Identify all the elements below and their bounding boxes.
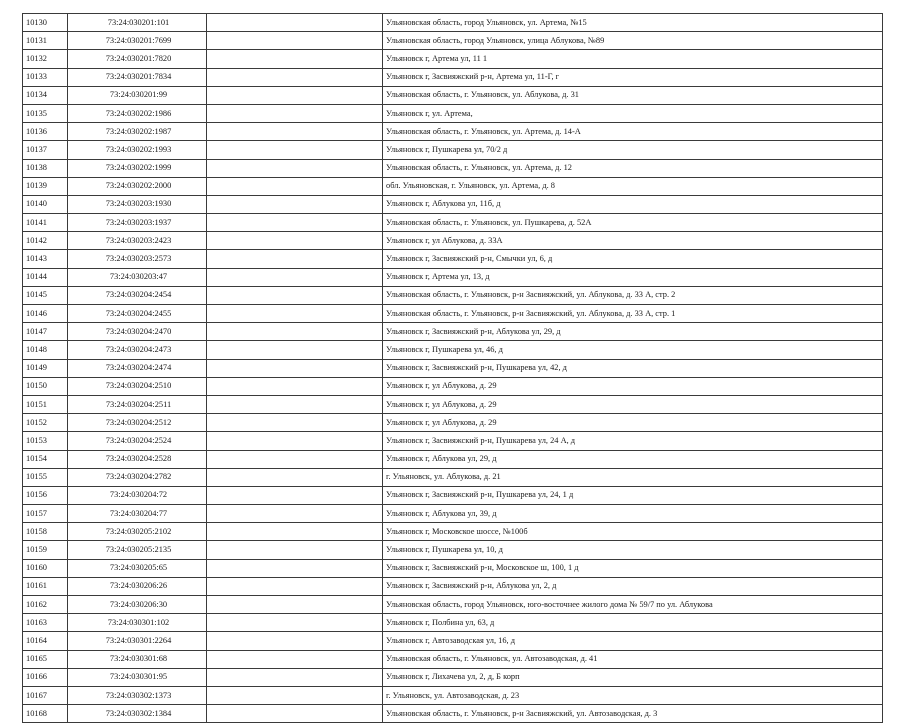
row-number-cell: 10141 <box>23 214 68 232</box>
address-cell: г. Ульяновск, ул. Автозаводская, д. 23 <box>383 686 883 704</box>
address-cell: Ульяновск г, Засвияжский р-н, Аблукова ул, 2, д <box>383 577 883 595</box>
cadastral-number-cell: 73:24:030205:2102 <box>68 523 207 541</box>
registry-table-body <box>23 14 883 723</box>
cadastral-number-cell: 73:24:030202:1999 <box>68 159 207 177</box>
cadastral-number-cell: 73:24:030202:1986 <box>68 104 207 122</box>
address-cell: Ульяновск г, Артема ул, 13, д <box>383 268 883 286</box>
row-number-cell: 10133 <box>23 68 68 86</box>
row-number-cell: 10152 <box>23 414 68 432</box>
empty-cell <box>207 523 383 541</box>
cadastral-number-cell: 73:24:030202:2000 <box>68 177 207 195</box>
address-cell: Ульяновская область, г. Ульяновск, р-н Засвияжский, ул. Аблукова, д. 33 А, стр. 2 <box>383 286 883 304</box>
table-row <box>23 268 883 286</box>
cadastral-number-cell: 73:24:030204:2524 <box>68 432 207 450</box>
cadastral-number-cell: 73:24:030301:95 <box>68 668 207 686</box>
table-row <box>23 450 883 468</box>
cadastral-number-cell: 73:24:030301:102 <box>68 614 207 632</box>
row-number-cell: 10153 <box>23 432 68 450</box>
empty-cell <box>207 668 383 686</box>
empty-cell <box>207 596 383 614</box>
table-row <box>23 232 883 250</box>
table-row <box>23 359 883 377</box>
cadastral-number-cell: 73:24:030204:2511 <box>68 395 207 413</box>
address-cell: Ульяновск г, Лихачева ул, 2, д, Б корп <box>383 668 883 686</box>
address-cell: Ульяновская область, г. Ульяновск, ул. Аблукова, д. 31 <box>383 86 883 104</box>
table-row <box>23 541 883 559</box>
cadastral-number-cell: 73:24:030203:2423 <box>68 232 207 250</box>
empty-cell <box>207 505 383 523</box>
empty-cell <box>207 686 383 704</box>
cadastral-number-cell: 73:24:030203:1930 <box>68 195 207 213</box>
cadastral-number-cell: 73:24:030204:72 <box>68 486 207 504</box>
row-number-cell: 10151 <box>23 395 68 413</box>
row-number-cell: 10150 <box>23 377 68 395</box>
row-number-cell: 10145 <box>23 286 68 304</box>
address-cell: Ульяновская область, г. Ульяновск, ул. Артема, д. 14-А <box>383 123 883 141</box>
empty-cell <box>207 214 383 232</box>
table-row <box>23 468 883 486</box>
empty-cell <box>207 232 383 250</box>
cadastral-number-cell: 73:24:030204:2473 <box>68 341 207 359</box>
empty-cell <box>207 359 383 377</box>
address-cell: Ульяновск г, Пушкарева ул, 10, д <box>383 541 883 559</box>
row-number-cell: 10155 <box>23 468 68 486</box>
address-cell: Ульяновск г, Засвияжский р-н, Аблукова ул, 29, д <box>383 323 883 341</box>
row-number-cell: 10157 <box>23 505 68 523</box>
cadastral-number-cell: 73:24:030204:2455 <box>68 305 207 323</box>
cadastral-number-cell: 73:24:030206:30 <box>68 596 207 614</box>
cadastral-number-cell: 73:24:030302:1384 <box>68 705 207 723</box>
table-row <box>23 305 883 323</box>
table-row <box>23 32 883 50</box>
row-number-cell: 10147 <box>23 323 68 341</box>
table-row <box>23 705 883 723</box>
empty-cell <box>207 705 383 723</box>
address-cell: Ульяновск г, Аблукова ул, 39, д <box>383 505 883 523</box>
table-row <box>23 14 883 32</box>
table-row <box>23 559 883 577</box>
cadastral-number-cell: 73:24:030204:2454 <box>68 286 207 304</box>
empty-cell <box>207 268 383 286</box>
cadastral-number-cell: 73:24:030302:1373 <box>68 686 207 704</box>
empty-cell <box>207 541 383 559</box>
row-number-cell: 10137 <box>23 141 68 159</box>
row-number-cell: 10139 <box>23 177 68 195</box>
row-number-cell: 10156 <box>23 486 68 504</box>
cadastral-number-cell: 73:24:030201:99 <box>68 86 207 104</box>
table-row <box>23 577 883 595</box>
cadastral-number-cell: 73:24:030203:1937 <box>68 214 207 232</box>
table-row <box>23 50 883 68</box>
row-number-cell: 10146 <box>23 305 68 323</box>
row-number-cell: 10168 <box>23 705 68 723</box>
cadastral-number-cell: 73:24:030202:1987 <box>68 123 207 141</box>
empty-cell <box>207 432 383 450</box>
cadastral-number-cell: 73:24:030204:2782 <box>68 468 207 486</box>
row-number-cell: 10165 <box>23 650 68 668</box>
row-number-cell: 10163 <box>23 614 68 632</box>
table-row <box>23 195 883 213</box>
address-cell: Ульяновск г, Пушкарева ул, 46, д <box>383 341 883 359</box>
row-number-cell: 10131 <box>23 32 68 50</box>
empty-cell <box>207 486 383 504</box>
row-number-cell: 10159 <box>23 541 68 559</box>
cadastral-number-cell: 73:24:030301:2264 <box>68 632 207 650</box>
empty-cell <box>207 414 383 432</box>
row-number-cell: 10143 <box>23 250 68 268</box>
address-cell: Ульяновск г, ул Аблукова, д. 29 <box>383 395 883 413</box>
table-row <box>23 68 883 86</box>
table-row <box>23 395 883 413</box>
empty-cell <box>207 104 383 122</box>
address-cell: Ульяновск г, ул Аблукова, д. 29 <box>383 377 883 395</box>
address-cell: Ульяновск г, Аблукова ул, 29, д <box>383 450 883 468</box>
address-cell: Ульяновская область, г. Ульяновск, ул. Пушкарева, д. 52А <box>383 214 883 232</box>
row-number-cell: 10140 <box>23 195 68 213</box>
table-row <box>23 614 883 632</box>
address-cell: Ульяновск г, Засвияжский р-н, Пушкарева ул, 24, 1 д <box>383 486 883 504</box>
empty-cell <box>207 159 383 177</box>
address-cell: Ульяновск г, Пушкарева ул, 70/2 д <box>383 141 883 159</box>
cadastral-number-cell: 73:24:030204:2470 <box>68 323 207 341</box>
empty-cell <box>207 377 383 395</box>
row-number-cell: 10166 <box>23 668 68 686</box>
empty-cell <box>207 86 383 104</box>
cadastral-number-cell: 73:24:030206:26 <box>68 577 207 595</box>
row-number-cell: 10167 <box>23 686 68 704</box>
address-cell: обл. Ульяновская, г. Ульяновск, ул. Артема, д. 8 <box>383 177 883 195</box>
cadastral-number-cell: 73:24:030204:2510 <box>68 377 207 395</box>
empty-cell <box>207 577 383 595</box>
table-row <box>23 86 883 104</box>
empty-cell <box>207 177 383 195</box>
address-cell: Ульяновск г, Артема ул, 11 1 <box>383 50 883 68</box>
row-number-cell: 10144 <box>23 268 68 286</box>
cadastral-number-cell: 73:24:030203:47 <box>68 268 207 286</box>
table-row <box>23 377 883 395</box>
cadastral-number-cell: 73:24:030201:7820 <box>68 50 207 68</box>
registry-table <box>22 13 883 723</box>
table-row <box>23 286 883 304</box>
address-cell: Ульяновская область, г. Ульяновск, ул. Автозаводская, д. 41 <box>383 650 883 668</box>
empty-cell <box>207 559 383 577</box>
table-row <box>23 596 883 614</box>
address-cell: Ульяновская область, город Ульяновск, ул. Артема, №15 <box>383 14 883 32</box>
cadastral-number-cell: 73:24:030204:2528 <box>68 450 207 468</box>
table-row <box>23 505 883 523</box>
empty-cell <box>207 50 383 68</box>
address-cell: Ульяновск г, Засвияжский р-н, Артема ул, 11-Г, г <box>383 68 883 86</box>
address-cell: Ульяновск г, ул Аблукова, д. 29 <box>383 414 883 432</box>
address-cell: Ульяновская область, г. Ульяновск, ул. Артема, д. 12 <box>383 159 883 177</box>
address-cell: Ульяновск г, Автозаводская ул, 16, д <box>383 632 883 650</box>
cadastral-number-cell: 73:24:030204:2474 <box>68 359 207 377</box>
cadastral-number-cell: 73:24:030201:7834 <box>68 68 207 86</box>
address-cell: Ульяновск г, Засвияжский р-н, Смычки ул, 6, д <box>383 250 883 268</box>
empty-cell <box>207 68 383 86</box>
cadastral-number-cell: 73:24:030205:65 <box>68 559 207 577</box>
address-cell: Ульяновск г, Аблукова ул, 11б, д <box>383 195 883 213</box>
table-row <box>23 414 883 432</box>
empty-cell <box>207 632 383 650</box>
table-row <box>23 341 883 359</box>
row-number-cell: 10136 <box>23 123 68 141</box>
row-number-cell: 10149 <box>23 359 68 377</box>
empty-cell <box>207 250 383 268</box>
row-number-cell: 10161 <box>23 577 68 595</box>
table-row <box>23 214 883 232</box>
table-row <box>23 486 883 504</box>
cadastral-number-cell: 73:24:030203:2573 <box>68 250 207 268</box>
row-number-cell: 10154 <box>23 450 68 468</box>
table-row <box>23 523 883 541</box>
address-cell: Ульяновская область, г. Ульяновск, р-н Засвияжский, ул. Автозаводская, д. 3 <box>383 705 883 723</box>
empty-cell <box>207 395 383 413</box>
empty-cell <box>207 468 383 486</box>
table-row <box>23 686 883 704</box>
table-row <box>23 104 883 122</box>
cadastral-number-cell: 73:24:030201:101 <box>68 14 207 32</box>
row-number-cell: 10142 <box>23 232 68 250</box>
table-row <box>23 177 883 195</box>
empty-cell <box>207 450 383 468</box>
cadastral-number-cell: 73:24:030201:7699 <box>68 32 207 50</box>
address-cell: Ульяновск г, Засвияжский р-н, Пушкарева ул, 42, д <box>383 359 883 377</box>
row-number-cell: 10158 <box>23 523 68 541</box>
empty-cell <box>207 286 383 304</box>
row-number-cell: 10138 <box>23 159 68 177</box>
row-number-cell: 10132 <box>23 50 68 68</box>
address-cell: Ульяновск г, Полбина ул, 63, д <box>383 614 883 632</box>
empty-cell <box>207 323 383 341</box>
address-cell: Ульяновск г, Московское шоссе, №100б <box>383 523 883 541</box>
address-cell: г. Ульяновск, ул. Аблукова, д. 21 <box>383 468 883 486</box>
row-number-cell: 10164 <box>23 632 68 650</box>
document-page <box>22 13 882 723</box>
table-row <box>23 250 883 268</box>
empty-cell <box>207 650 383 668</box>
cadastral-number-cell: 73:24:030205:2135 <box>68 541 207 559</box>
address-cell: Ульяновская область, г. Ульяновск, р-н Засвияжский, ул. Аблукова, д. 33 А, стр. 1 <box>383 305 883 323</box>
empty-cell <box>207 32 383 50</box>
cadastral-number-cell: 73:24:030202:1993 <box>68 141 207 159</box>
address-cell: Ульяновская область, город Ульяновск, улица Аблукова, №89 <box>383 32 883 50</box>
table-row <box>23 650 883 668</box>
row-number-cell: 10162 <box>23 596 68 614</box>
empty-cell <box>207 195 383 213</box>
empty-cell <box>207 305 383 323</box>
empty-cell <box>207 341 383 359</box>
address-cell: Ульяновск г, ул. Артема, <box>383 104 883 122</box>
cadastral-number-cell: 73:24:030204:2512 <box>68 414 207 432</box>
row-number-cell: 10135 <box>23 104 68 122</box>
empty-cell <box>207 14 383 32</box>
address-cell: Ульяновская область, город Ульяновск, юго-восточнее жилого дома № 59/7 по ул. Аблукова <box>383 596 883 614</box>
row-number-cell: 10160 <box>23 559 68 577</box>
address-cell: Ульяновск г, Засвияжский р-н, Пушкарева ул, 24 А, д <box>383 432 883 450</box>
empty-cell <box>207 123 383 141</box>
table-row <box>23 141 883 159</box>
row-number-cell: 10148 <box>23 341 68 359</box>
cadastral-number-cell: 73:24:030204:77 <box>68 505 207 523</box>
address-cell: Ульяновск г, ул Аблукова, д. 33А <box>383 232 883 250</box>
empty-cell <box>207 614 383 632</box>
table-row <box>23 632 883 650</box>
table-row <box>23 123 883 141</box>
cadastral-number-cell: 73:24:030301:68 <box>68 650 207 668</box>
empty-cell <box>207 141 383 159</box>
row-number-cell: 10134 <box>23 86 68 104</box>
table-row <box>23 668 883 686</box>
table-row <box>23 432 883 450</box>
address-cell: Ульяновск г, Засвияжский р-н, Московское ш, 100, 1 д <box>383 559 883 577</box>
table-row <box>23 323 883 341</box>
row-number-cell: 10130 <box>23 14 68 32</box>
table-row <box>23 159 883 177</box>
